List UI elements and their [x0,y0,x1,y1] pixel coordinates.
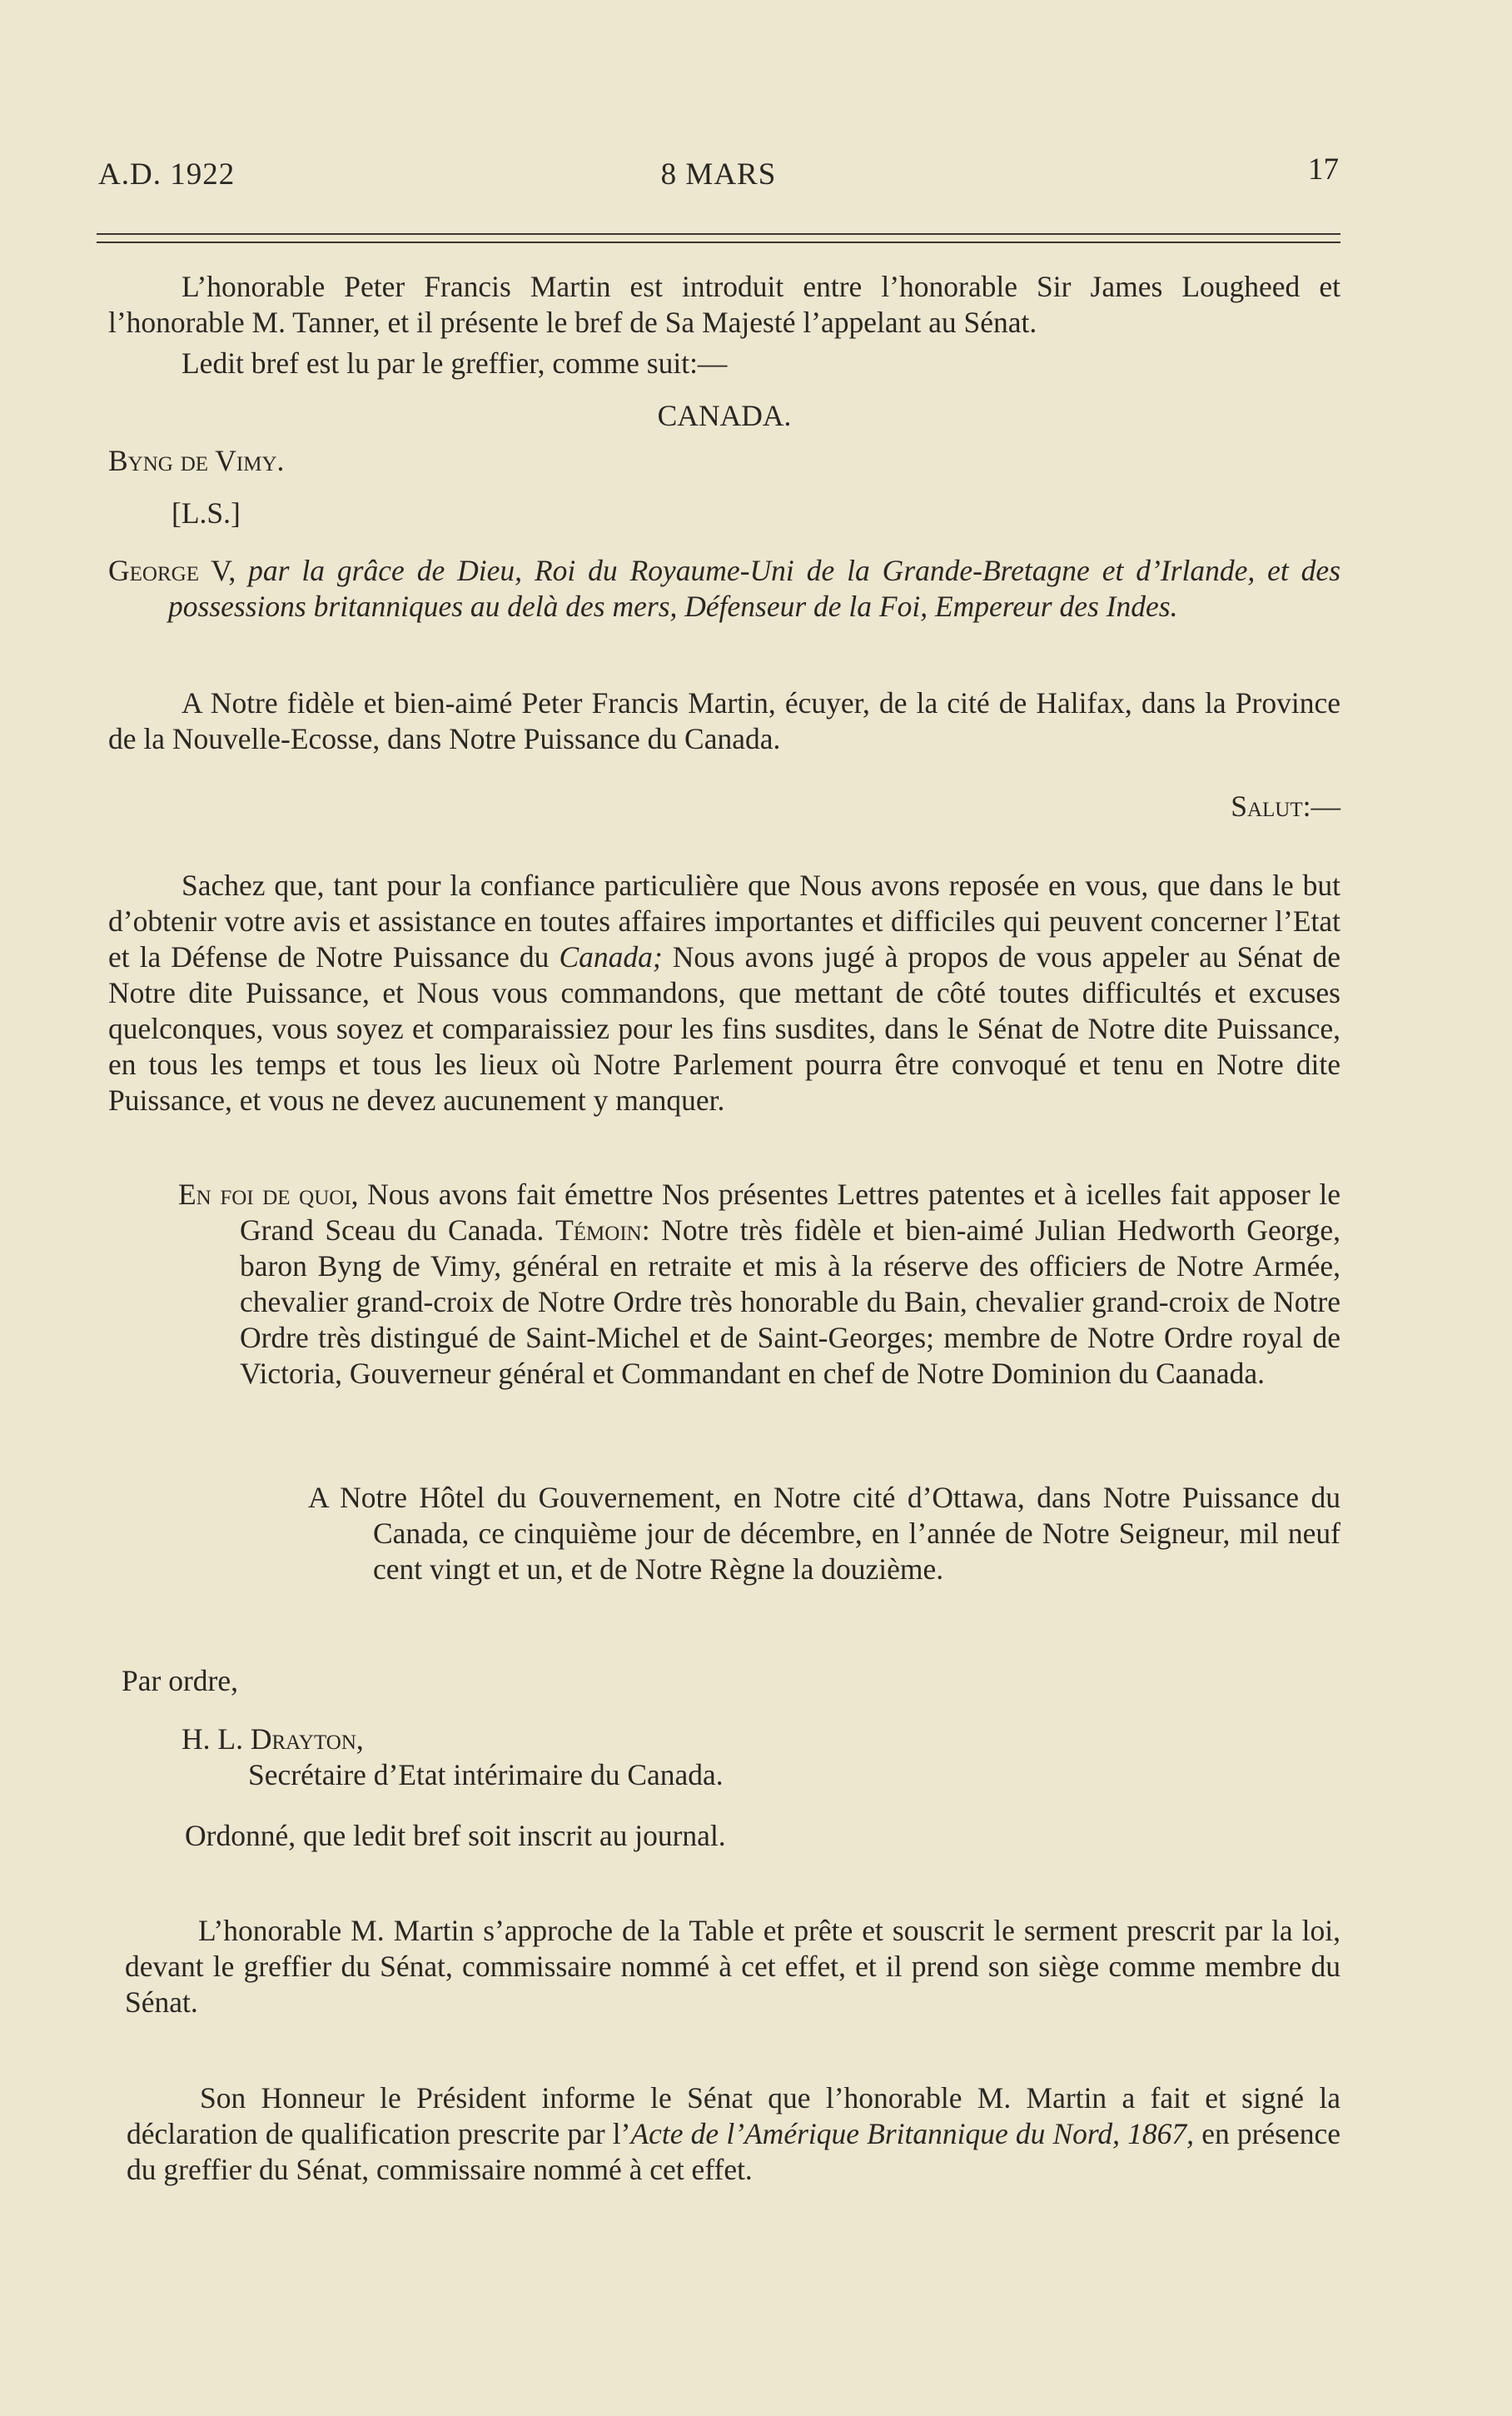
seal-mark [172,496,1404,531]
honneur-text [127,2080,1340,2188]
reading-text: Ledit bref est lu par le greffier, comme suit:— [182,346,728,380]
header-year: A.D. 1922 [98,157,236,192]
en-foi-part-2: Notre très fidèle et bien-aimé Julian Hedworth George, baron Byng de Vimy, général en retraite et mis à la réserve des officiers de Notre Armée, chevalier grand-croix de Notre Ordre très honorable du Bain, chevalier grand-croix de Notre Ordre très distingué de Saint-Michel et de Saint-Georges; membre de Notre Ordre royal de Victoria, Gouverneur général et Commandant en chef de Notre Dominion du Caanada. [240,1213,1341,1390]
header-rule-bottom [97,242,1340,243]
header-date: 8 MARS [660,157,777,192]
sachez-canada: Canada; [559,940,663,974]
en-foi-part-1: Nous avons fait émettre Nos présentes Lettres patentes et à icelles fait apposer le Grand Sceau du Canada. [240,1178,1341,1247]
drayton-text: H. L. Drayton, [182,1722,364,1756]
george-title: par la grâce de Dieu, Roi du Royaume-Uni de la Grande-Bretagne et d’Irlande, et des possessions britanniques au delà des mers, Défenseur de la Foi, Empereur des Indes. [168,554,1341,623]
hotel-text: A Notre Hôtel du Gouvernement, en Notre cité d’Ottawa, dans Notre Puissance du Canada, ce cinquième jour de décembre, en l’année de Notre Seigneur, mil neuf cent vingt et un, et de Notre Règne la douzième. [308,1481,1340,1586]
address-paragraph [108,685,1340,757]
page-number: 17 [1308,152,1339,187]
sachez-text [108,868,1340,1118]
byng-text: Byng de Vimy. [108,444,285,477]
sachez-part-2: Nous avons jugé à propos de vous appeler au Sénat de Notre dite Puissance, et Nous vous commandons, que mettant de côté toutes difficultés et excuses quelconques, vous soyez et comparaissiez pour les fins susdites, dans le Sénat de Notre dite Puissance, en tous les temps et tous les lieux où Notre Parlement pourra être convoqué et tenu en Notre dite Puissance, et vous ne devez aucunement y manquer. [108,940,1341,1117]
hotel-paragraph [308,1480,1340,1587]
george-text-wrap [108,553,1340,625]
sachez-paragraph [108,868,1340,1118]
honneur-part-1: Son Honneur le Président informe le Sénat que l’honorable M. Martin a fait et signé la déclaration de qualification prescrite par l’ [127,2081,1340,2150]
par-ordre-text: Par ordre, [122,1664,238,1697]
george-lead: George V, [108,554,236,587]
sachez-part-1: Sachez que, tant pour la confiance particulière que Nous avons reposée en vous, que dans le but d’obtenir votre avis et assistance en toutes affaires importantes et difficiles qui peuvent concerner l’Etat et la Défense de Notre Puissance du [108,869,1340,974]
en-foi-paragraph [178,1177,1340,1392]
par-ordre-line [122,1663,1354,1699]
honneur-paragraph [127,2080,1340,2188]
secretaire-line [248,1757,1480,1793]
ordonne-text: Ordonné, que ledit bref soit inscrit au journal. [185,1819,726,1852]
en-foi-text [178,1177,1340,1392]
ordonne-paragraph [185,1818,1417,1854]
george-paragraph [108,553,1340,625]
drayton-signature [182,1721,1414,1757]
en-foi-lead: En foi de quoi, [178,1178,359,1211]
temoin-label: Témoin: [555,1213,650,1247]
reading-paragraph [108,346,1340,381]
introduction-text: L’honorable Peter Francis Martin est introduit entre l’honorable Sir James Lougheed et l’honorable M. Tanner, et il présente le bref de Sa Majesté l’appelant au Sénat. [108,270,1340,339]
canada-heading-text: CANADA. [657,399,792,432]
serment-text: L’honorable M. Martin s’approche de la Table et prête et souscrit le serment prescrit par la loi, devant le greffier du Sénat, commissaire nommé à cet effet, et il prend son siège comme membre du Sénat. [125,1914,1340,2019]
header-rule-top [97,233,1340,235]
address-text: A Notre fidèle et bien-aimé Peter Francis Martin, écuyer, de la cité de Halifax, dans la Province de la Nouvelle-Ecosse, dans Notre Puissance du Canada. [108,686,1340,755]
seal-text: [L.S.] [172,496,241,530]
honneur-act-title: Acte de l’Amérique Britannique du Nord, 1867, [630,2117,1195,2150]
secretaire-text: Secrétaire d’Etat intérimaire du Canada. [248,1758,724,1791]
serment-paragraph [125,1913,1340,2020]
honneur-part-2: en présence du greffier du Sénat, commissaire nommé à cet effet. [127,2117,1341,2186]
salut-line [108,789,1340,824]
byng-signature [108,443,1340,479]
introduction-paragraph [108,269,1340,341]
canada-heading [108,398,1340,434]
salut-text: Salut:— [1231,790,1340,823]
page-header [98,152,1339,200]
